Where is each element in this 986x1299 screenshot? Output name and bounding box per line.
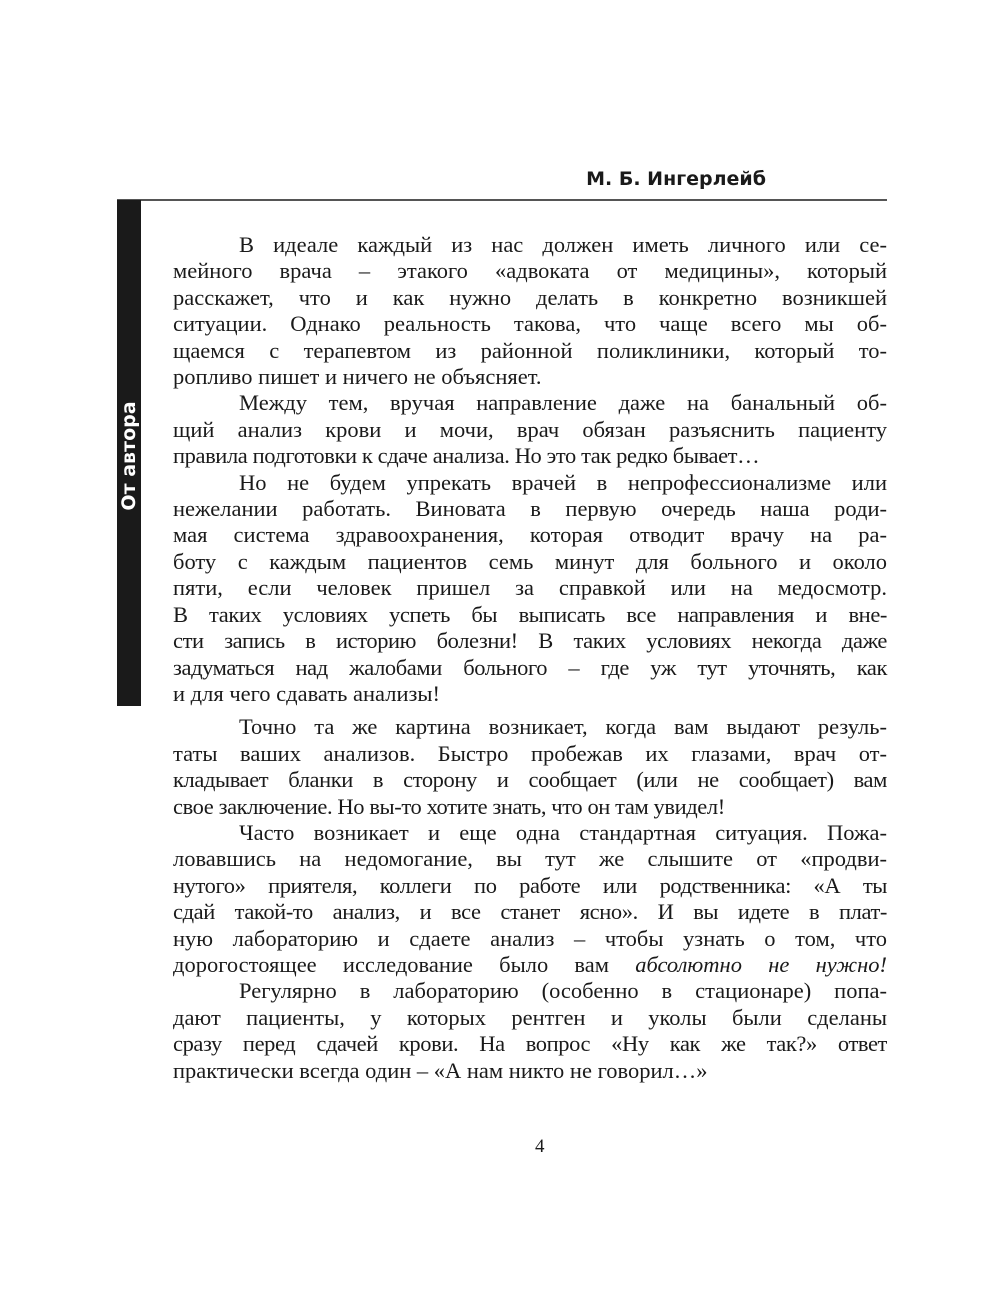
text-line: В таких условиях успеть бы выписать все направления и вне- xyxy=(173,601,887,627)
paragraph xyxy=(173,978,887,1084)
text-line: и для чего сдавать анализы! xyxy=(173,680,441,706)
text-line: ную лабораторию и сдаете анализ – чтобы узнать о том, что xyxy=(173,925,887,951)
text-line: В идеале каждый из нас должен иметь личного или се- xyxy=(239,232,887,257)
text-line: практически всегда один – «А нам никто не говорил…» xyxy=(173,1057,708,1083)
text-line: Регулярно в лабораторию (особенно в стационаре) попа- xyxy=(239,978,887,1004)
text-line: боту с каждым пациентов семь минут для больного и около xyxy=(173,548,887,574)
text-line: щаемся с терапевтом из районной поликлиники, который то- xyxy=(173,337,887,363)
text-line: дают пациенты, у которых рентген и уколы были сделаны xyxy=(173,1004,887,1030)
text-line: сти запись в историю болезни! В таких условиях некогда даже xyxy=(173,628,887,654)
text-line: нутого» приятеля, коллеги по работе или родственника: «А ты xyxy=(173,872,887,898)
text-line: мейного врача – этакого «адвоката от медицины», который xyxy=(173,258,887,284)
paragraph xyxy=(173,820,887,978)
text-segment: дорогостоящее исследование было вам xyxy=(173,951,636,977)
text-line: свое заключение. Но вы-то хотите знать, что он там увидел! xyxy=(173,793,725,819)
text-line: правила подготовки к сдаче анализа. Но это так редко бывает… xyxy=(173,443,760,469)
running-head-author: М. Б. Ингерлейб xyxy=(586,168,766,190)
text-line: мая система здравоохранения, которая отводит врачу на ра- xyxy=(173,522,887,548)
paragraph xyxy=(173,470,887,708)
text-line: ропливо пишет и ничего не объясняет. xyxy=(173,364,542,390)
section-tab-label: От автора xyxy=(118,401,140,511)
text-line: сдай такой-то анализ, и все станет ясно». И вы идете в плат- xyxy=(173,899,887,925)
header-rule xyxy=(117,199,887,201)
paragraph xyxy=(173,714,887,820)
text-line xyxy=(173,952,887,978)
body-text xyxy=(173,232,887,1084)
text-line: Часто возникает и еще одна стандартная ситуация. Пожа- xyxy=(239,819,887,845)
text-line: щий анализ крови и мочи, врач обязан разъяснить пациенту xyxy=(173,416,887,442)
text-line: расскажет, что и как нужно делать в конкретно возникшей xyxy=(173,284,887,310)
emphasis-text: абсолютно не нужно! xyxy=(635,951,888,977)
page-number: 4 xyxy=(535,1136,545,1157)
text-line: таты ваших анализов. Быстро пробежав их глазами, врач от- xyxy=(173,740,887,766)
text-line: пяти, если человек пришел за справкой или на медосмотр. xyxy=(173,575,887,601)
text-line: Точно та же картина возникает, когда вам выдают резуль- xyxy=(239,714,887,740)
paragraph xyxy=(173,390,887,469)
text-line: Но не будем упрекать врачей в непрофессионализме или xyxy=(239,469,887,495)
text-line: Между тем, вручая направление даже на банальный об- xyxy=(239,390,887,416)
text-line: кладывает бланки в сторону и сообщает (или не сообщает) вам xyxy=(173,767,887,793)
text-line: нежелании работать. Виновата в первую очередь наша роди- xyxy=(173,496,887,522)
text-line: задуматься над жалобами больного – где уж тут уточнять, как xyxy=(173,654,887,680)
text-line: ловавшись на недомогание, вы тут же слышите от «продви- xyxy=(173,846,887,872)
text-line: ситуации. Однако реальность такова, что чаще всего мы об- xyxy=(173,311,887,337)
text-line: сразу перед сдачей крови. На вопрос «Ну как же так?» ответ xyxy=(173,1031,887,1057)
paragraph xyxy=(173,232,887,390)
